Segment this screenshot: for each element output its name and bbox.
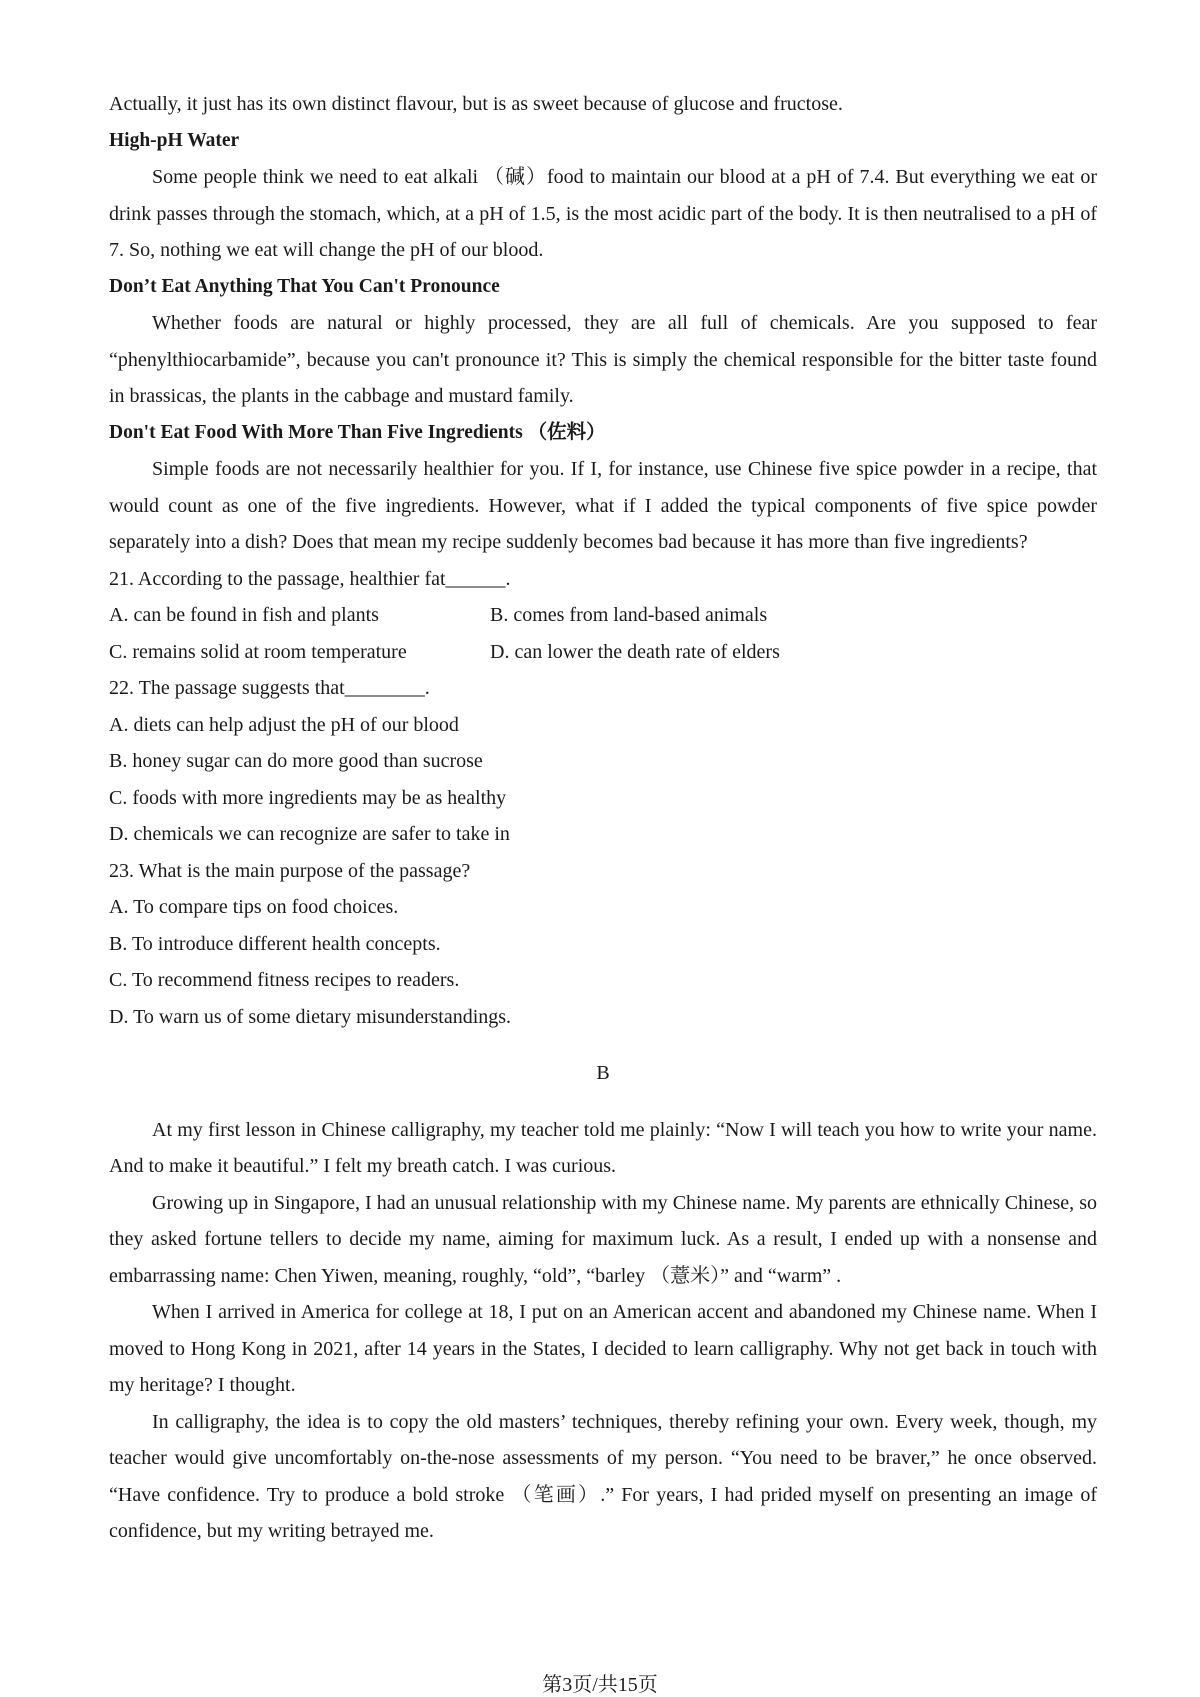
paragraph: At my first lesson in Chinese calligraphy, my teacher told me plainly: “Now I will teach you how to write your name. And to make it beautiful.” I felt my breath catch. I was curious. <box>109 1118 1097 1177</box>
section-heading: Don't Eat Food With More Than Five Ingredients （佐料） <box>109 421 606 443</box>
option-text: D. can lower the death rate of elders <box>490 640 780 663</box>
document-body <box>109 86 1097 1550</box>
question-line: B. honey sugar can do more good than sucrose <box>109 750 483 772</box>
question-line: B. To introduce different health concepts. <box>109 932 441 955</box>
option-row <box>109 634 1097 671</box>
paragraph: Actually, it just has its own distinct flavour, but is as sweet because of glucose and fructose. <box>109 93 843 115</box>
section-marker: B <box>596 1062 610 1084</box>
question-line: D. To warn us of some dietary misunderstandings. <box>109 1005 512 1028</box>
question-line: A. diets can help adjust the pH of our blood <box>109 713 459 736</box>
option-text: A. can be found in fish and plants <box>109 604 379 626</box>
question-line: 21. According to the passage, healthier fat______. <box>109 567 511 590</box>
section-heading: High-pH Water <box>109 129 240 151</box>
paragraph: Simple foods are not necessarily healthier for you. If I, for instance, use Chinese five spice powder in a recipe, that would count as one of the five ingredients. However, what if I added the typical components of five spice powder separately into a dish? Does that mean my recipe suddenly becomes bad because it has more than five ingredients? <box>109 458 1097 553</box>
question-line: D. chemicals we can recognize are safer to take in <box>109 823 510 845</box>
page-footer: 第3页/共15页 <box>542 1674 658 1696</box>
paragraph: Whether foods are natural or highly processed, they are all full of chemicals. Are you supposed to fear “phenylthiocarbamide”, because you can't pronounce it? This is simply the chemical responsible for the bitter taste found in brassicas, the plants in the cabbage and mustard family. <box>109 312 1097 407</box>
option-row <box>109 597 1097 634</box>
paragraph: Some people think we need to eat alkali （碱）food to maintain our blood at a pH of 7.4. But everything we eat or drink passes through the stomach, which, at a pH of 1.5, is the most acidic part of the body. It is then neutralised to a pH of 7. So, nothing we eat will change the pH of our blood. <box>109 166 1097 261</box>
section-heading: Don’t Eat Anything That You Can't Pronounce <box>109 275 500 297</box>
paragraph: Growing up in Singapore, I had an unusual relationship with my Chinese name. My parents are ethnically Chinese, so they asked fortune tellers to decide my name, aiming for maximum luck. As a result, I ended up with a nonsense and embarrassing name: Chen Yiwen, meaning, roughly, “old”, “barley （薏米）” and “warm” . <box>109 1191 1097 1287</box>
option-text: B. comes from land-based animals <box>490 604 768 626</box>
question-line: 22. The passage suggests that________. <box>109 677 430 699</box>
paragraph: When I arrived in America for college at 18, I put on an American accent and abandoned my Chinese name. When I moved to Hong Kong in 2021, after 14 years in the States, I decided to learn calligraphy. Why not get back in touch with my heritage? I thought. <box>109 1301 1097 1396</box>
question-line: A. To compare tips on food choices. <box>109 896 399 918</box>
question-line: C. foods with more ingredients may be as healthy <box>109 786 507 809</box>
paragraph: In calligraphy, the idea is to copy the old masters’ techniques, thereby refining your own. Every week, though, my teacher would give uncomfortably on-the-nose assessments of my person. “You need to be braver,” he once observed. “Have confidence. Try to produce a bold stroke （笔画）.” For years, I had prided myself on presenting an image of confidence, but my writing betrayed me. <box>109 1410 1097 1542</box>
question-line: 23. What is the main purpose of the passage? <box>109 859 471 882</box>
option-text: C. remains solid at room temperature <box>109 640 407 663</box>
question-line: C. To recommend fitness recipes to readers. <box>109 969 460 991</box>
